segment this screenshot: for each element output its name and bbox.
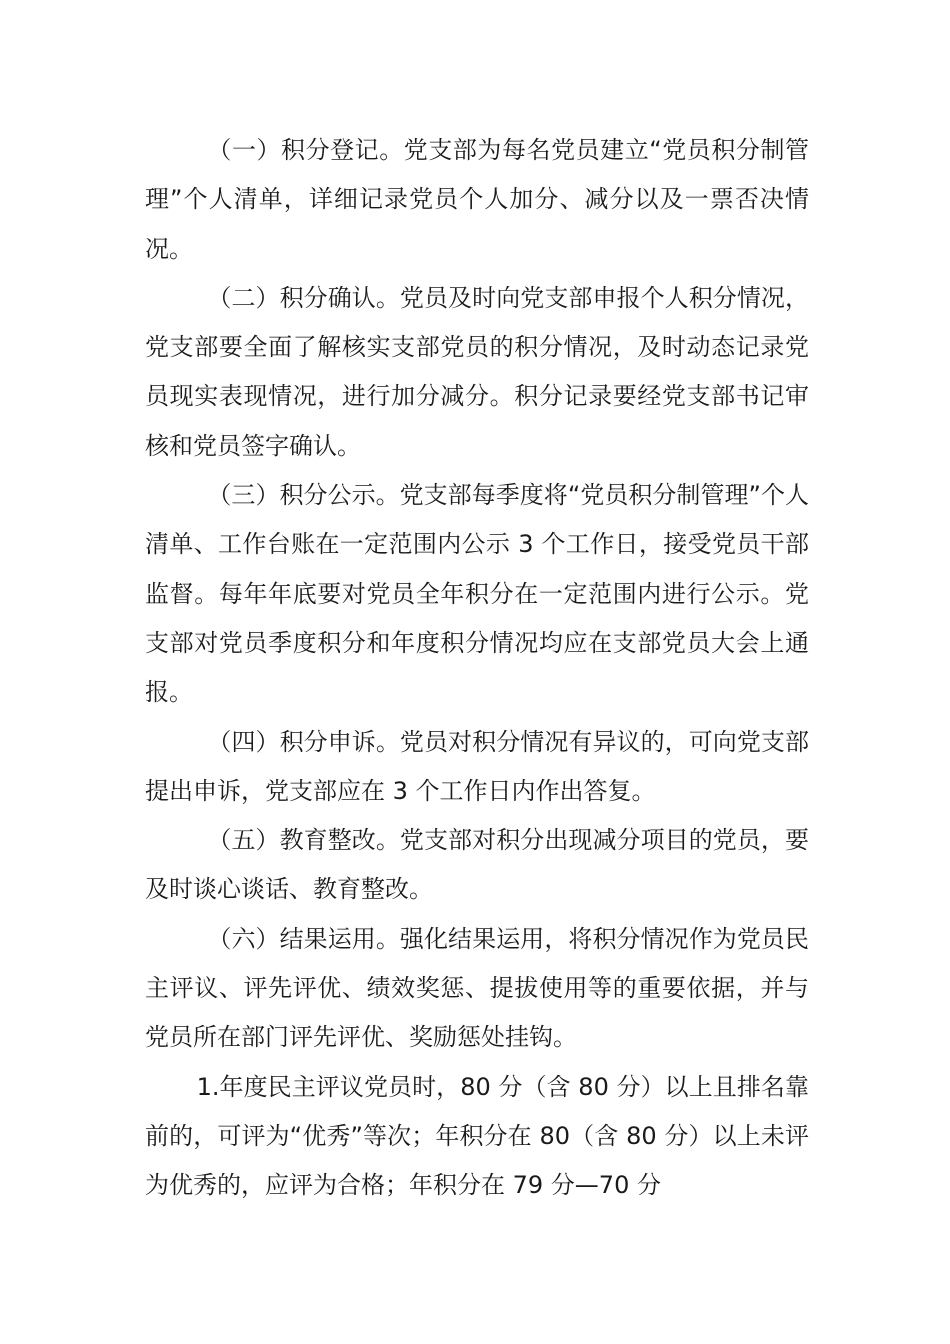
paragraph-points-confirmation: （二）积分确认。党员及时向党支部申报个人积分情况，党支部要全面了解核实支部党员的积分情况，及时动态记录党员现实表现情况，进行加分减分。积分记录要经党支部书记审核和党员签字确认。	[145, 283, 809, 460]
paragraph-points-registration: （一）积分登记。党支部为每名党员建立“党员积分制管理”个人清单，详细记录党员个人加分、减分以及一票否决情况。	[145, 136, 809, 263]
paragraph-result-application: （六）结果运用。强化结果运用，将积分情况作为党员民主评议、评先评优、绩效奖惩、提拔使用等的重要依据，并与党员所在部门评先评优、奖励惩处挂钩。	[145, 924, 809, 1052]
document-body	[145, 126, 809, 1211]
paragraph-points-publicity: （三）积分公示。党支部每季度将“党员积分制管理”个人清单、工作台账在一定范围内公示 3 个工作日，接受党员干部监督。每年年底要对党员全年积分在一定范围内进行公示。党支部对党员季度积分和年度积分情况均应在支部党员大会上通报。	[145, 481, 809, 707]
paragraph-points-appeal: （四）积分申诉。党员对积分情况有异议的，可向党支部提出申诉，党支部应在 3 个工作日内作出答复。	[145, 727, 809, 805]
paragraph-education-rectification: （五）教育整改。党支部对积分出现减分项目的党员，要及时谈心谈话、教育整改。	[145, 826, 809, 904]
paragraph-item-1-annual-evaluation: 1.年度民主评议党员时，80 分（含 80 分）以上且排名靠前的，可评为“优秀”等次；年积分在 80（含 80 分）以上未评为优秀的，应评为合格；年积分在 79 分—70 分	[145, 1072, 809, 1200]
